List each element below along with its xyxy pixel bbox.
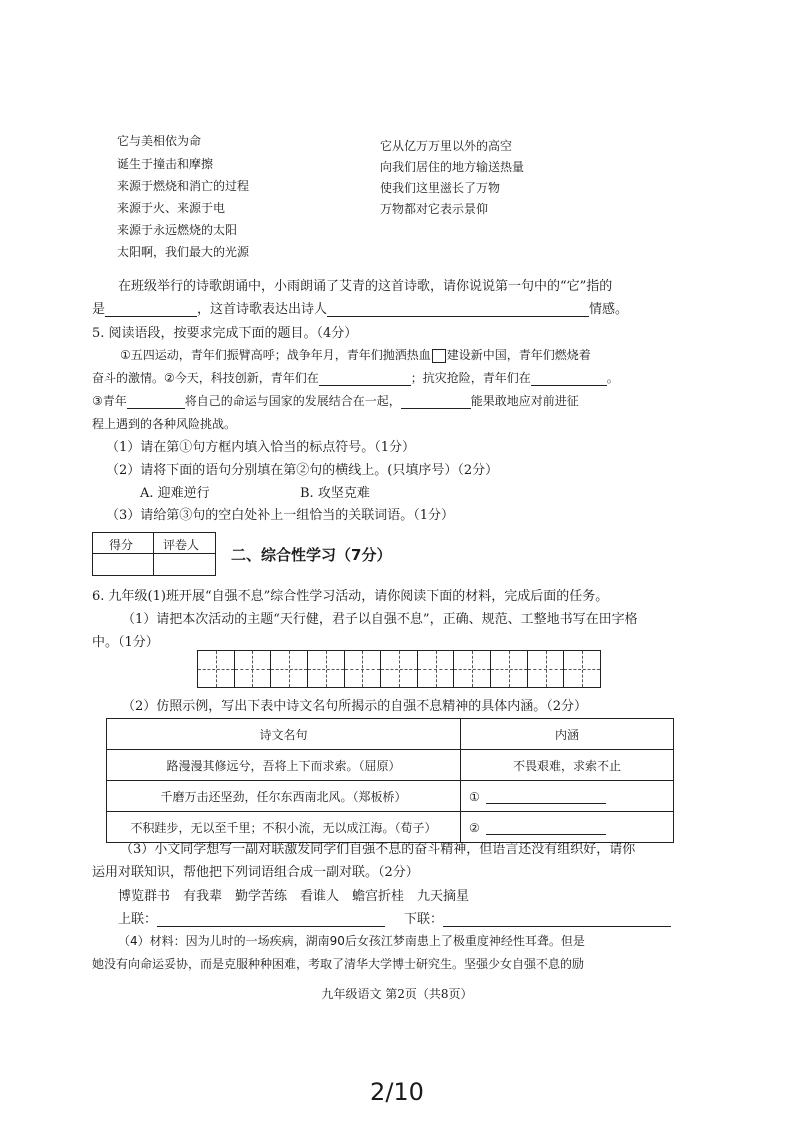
q6-sub4-cont: 她没有向命运妥协，而是克服种种困难，考取了清华大学博士研究生。坚强少女自强不息的励 — [92, 957, 585, 971]
answer-blank[interactable] — [531, 371, 607, 386]
table-row — [107, 750, 674, 781]
option-a: A. 迎难逆行 — [140, 486, 210, 501]
table-cell: 不畏艰难，求索不止 — [461, 750, 674, 781]
table-row — [107, 781, 674, 812]
table-cell: 不积跬步，无以至千里；不积小流，无以成江海。（荀子） — [107, 812, 461, 843]
poem-table — [106, 718, 674, 843]
q5-para-line: 程上遇到的各种风险挑战。 — [92, 417, 237, 431]
answer-blank[interactable] — [127, 394, 185, 409]
poem-line: 诞生于撞击和摩擦 — [117, 157, 214, 171]
q5-sub3: （3）请给第③句的空白处补上一组恰当的关联词语。（1分） — [106, 508, 455, 523]
poem-line: 万物都对它表示景仰 — [380, 202, 489, 216]
tianzi-cell[interactable] — [528, 651, 565, 687]
q5-para-line: ①五四运动，青年们振臂高呼；战争年月，青年们抛洒热血 建设新中国，青年们燃烧着 — [120, 348, 591, 362]
score-box — [92, 532, 216, 576]
answer-blank[interactable] — [486, 820, 606, 835]
answer-cell[interactable]: ② — [461, 812, 674, 843]
page-footer: 九年级语文 第2页（共8页） — [321, 987, 473, 1001]
punctuation-box[interactable] — [432, 349, 446, 363]
tianzi-cell[interactable] — [564, 651, 600, 687]
tianzi-grid[interactable] — [197, 650, 601, 688]
poem-line: 它从亿万万里以外的高空 — [380, 139, 513, 153]
poem-line: 它与美相依为命 — [117, 134, 202, 148]
couplet-words: 博览群书 有我辈 勤学苦练 看谁人 蟾宫折桂 九天摘星 — [118, 889, 470, 904]
poem-line: 向我们居住的地方输送热量 — [380, 160, 525, 174]
poem-line: 来源于火、来源于电 — [117, 201, 226, 215]
answer-blank[interactable] — [401, 394, 471, 409]
q4-line1: 在班级举行的诗歌朗诵中，小雨朗诵了艾青的这首诗歌，请你说说第一句中的“它”指的 — [118, 279, 613, 294]
q4-line2: 是 ，这首诗歌表达出诗人 情感。 — [92, 302, 629, 317]
score-label: 得分 — [109, 538, 134, 552]
tianzi-cell[interactable] — [454, 651, 491, 687]
q6-sub3-cont: 运用对联知识，帮他把下列词语组合成一副对联。（2分） — [92, 865, 419, 880]
q6-intro: 6. 九年级(1)班开展“自强不息”综合性学习活动，请你阅读下面的材料，完成后面的任务。 — [92, 589, 609, 604]
q5-para-line: 奋斗的激情。②今天，科技创新，青年们在 ；抗灾抢险，青年们在 。 — [92, 371, 619, 385]
table-cell: 路漫漫其修远兮，吾将上下而求索。（屈原） — [107, 750, 461, 781]
q6-sub2: （2）仿照示例，写出下表中诗文名句所揭示的自强不息精神的具体内涵。（2分） — [122, 699, 588, 714]
answer-blank[interactable] — [486, 789, 606, 804]
lower-couplet: 下联： — [404, 908, 671, 927]
tianzi-cell[interactable] — [418, 651, 455, 687]
tianzi-cell[interactable] — [345, 651, 382, 687]
answer-cell[interactable]: ① — [461, 781, 674, 812]
poem-line: 来源于燃烧和消亡的过程 — [117, 179, 250, 193]
score-box-divider — [93, 553, 215, 554]
answer-blank[interactable] — [443, 911, 671, 927]
answer-blank[interactable] — [327, 301, 589, 317]
poem-line: 使我们这里滋长了万物 — [380, 181, 501, 195]
q5-sub1: （1）请在第①句方框内填入恰当的标点符号。（1分） — [106, 440, 416, 455]
table-header: 内涵 — [461, 719, 674, 750]
tianzi-cell[interactable] — [381, 651, 418, 687]
upper-couplet: 上联： — [118, 908, 385, 927]
answer-blank[interactable] — [105, 301, 197, 317]
poem-line: 太阳啊，我们最大的光源 — [117, 245, 250, 259]
section-heading: 二、综合性学习（7分） — [231, 546, 392, 564]
q5-sub2: （2）请将下面的语句分别填在第②句的横线上。(只填序号）（2分） — [106, 463, 499, 478]
page-indicator: 2/10 — [370, 1078, 424, 1106]
score-box-divider — [153, 533, 154, 575]
tianzi-cell[interactable] — [271, 651, 308, 687]
q6-sub1-cont: 中。（1分） — [92, 635, 159, 650]
q6-sub4: （4）材料：因为儿时的一场疾病，湖南90后女孩江梦南患上了极重度神经性耳聋。但是 — [118, 934, 585, 948]
q5-para-line: ③青年 将自己的命运与国家的发展结合在一起， 能果敢地应对前进征 — [92, 394, 579, 408]
tianzi-cell[interactable] — [308, 651, 345, 687]
table-cell: 千磨万击还坚劲，任尔东西南北风。（郑板桥） — [107, 781, 461, 812]
tianzi-cell[interactable] — [198, 651, 235, 687]
table-header: 诗文名句 — [107, 719, 461, 750]
table-header-row — [107, 719, 674, 750]
answer-blank[interactable] — [319, 371, 411, 386]
reviewer-label: 评卷人 — [163, 538, 200, 552]
tianzi-cell[interactable] — [491, 651, 528, 687]
answer-blank[interactable] — [157, 911, 385, 927]
q5-title: 5. 阅读语段，按要求完成下面的题目。（4分） — [92, 326, 358, 341]
q6-sub3: （3）小文同学想写一副对联激发同学们自强不息的奋斗精神，但语言还没有组织好，请你 — [120, 842, 636, 857]
option-b: B. 攻坚克难 — [300, 486, 370, 501]
tianzi-cell[interactable] — [235, 651, 272, 687]
poem-line: 来源于永远燃烧的太阳 — [117, 223, 238, 237]
q6-sub1: （1）请把本次活动的主题“天行健，君子以自强不息”，正确、规范、工整地书写在田字格 — [122, 612, 638, 627]
